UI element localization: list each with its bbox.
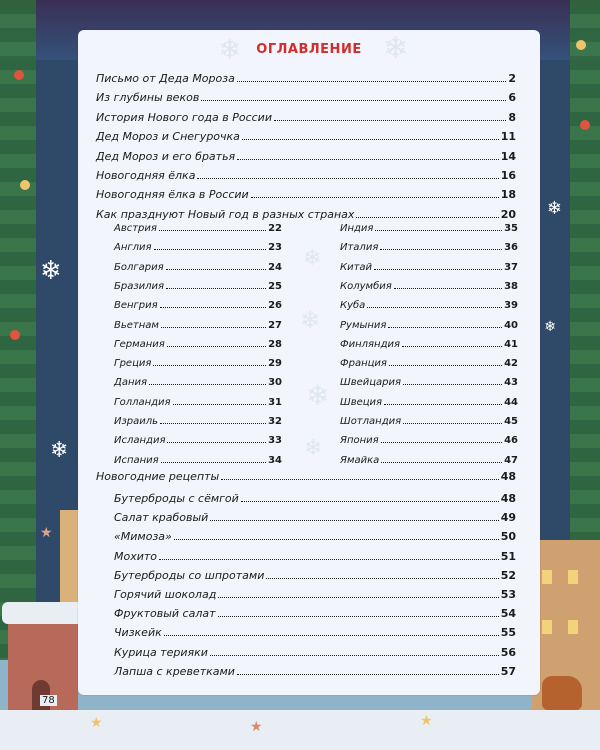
toc-entry-label: Ямайка [340,454,380,466]
toc-entry-page: 51 [500,549,516,563]
toc-country-entry[interactable] [340,455,518,466]
dot-leader [161,462,266,463]
dot-leader [251,197,499,198]
toc-entry-page: 22 [268,223,282,234]
toc-entry-label: Италия [340,242,379,254]
toc-title: ОГЛАВЛЕНИЕ [256,42,362,57]
dot-leader [218,616,499,617]
toc-entry-page: 34 [268,454,282,466]
toc-entry-label: Письмо от Деда Мороза [96,72,235,85]
toc-entry-label: Куба [340,300,366,312]
toc-entry-page: 31 [268,396,282,408]
toc-entry-page: 33 [268,435,282,447]
snowy-roof [2,602,84,624]
dot-leader [403,384,502,385]
dot-leader [149,384,266,385]
table-of-contents-sheet [78,30,540,695]
toc-recipe-entry[interactable] [114,569,516,582]
toc-entry-label: Дед Мороз и Снегурочка [96,130,240,144]
dot-leader [166,288,266,289]
toc-entry-label: Индия [340,223,374,234]
toc-entry-page: 54 [500,607,516,621]
toc-country-entry[interactable] [340,339,518,350]
toc-entry-page: 29 [268,358,282,370]
toc-entry-page: 25 [268,280,282,292]
toc-entry-label: Финляндия [340,338,401,350]
toc-entry[interactable] [96,150,516,163]
toc-country-entry[interactable] [114,339,282,350]
toc-country-entry[interactable] [340,300,518,311]
dot-leader [160,307,266,308]
toc-entry-label: Вьетнам [114,319,159,331]
toc-recipe-entry[interactable] [114,646,516,659]
horse-icon [542,676,582,710]
snowflake-icon: ❄ [546,198,562,219]
toc-country-entry[interactable] [340,320,518,331]
toc-entry-label: Курица терияки [114,645,208,659]
dot-leader [164,635,499,636]
snowflake-icon: ❄ [50,438,69,463]
house-window [542,570,552,584]
star-icon: ★ [40,525,53,541]
dot-leader [237,674,499,675]
toc-entry-label: История Нового года в России [96,110,272,124]
dot-leader [356,217,498,218]
toc-country-entry[interactable] [114,397,282,408]
star-icon: ★ [250,719,263,735]
dot-leader [242,139,499,140]
toc-country-entry[interactable] [114,223,282,234]
toc-entry-label: Чизкейк [114,626,162,640]
toc-country-entry[interactable] [114,377,282,388]
toc-country-entry[interactable] [114,242,282,253]
toc-entry-page: 8 [508,110,516,124]
toc-entry-page: 23 [268,242,282,254]
toc-entry-page: 27 [268,319,282,331]
dot-leader [201,100,506,101]
toc-entry-label: Швеция [340,396,383,408]
toc-entry-label: Салат крабовый [114,511,209,525]
toc-entry-page: 43 [504,377,518,389]
dot-leader [241,501,499,502]
dot-leader [166,269,266,270]
toc-entry[interactable] [96,130,516,143]
toc-entry-page: 24 [268,261,282,273]
toc-country-entry[interactable] [340,281,518,292]
toc-entry-label: Франция [340,358,387,370]
toc-entry-label: Колумбия [340,280,392,292]
toc-entry-label: Китай [340,261,373,273]
toc-country-entry[interactable] [340,358,518,369]
toc-entry-label: Швейцария [340,377,402,389]
dot-leader [159,559,499,560]
toc-entry-page: 39 [504,300,518,312]
snowflake-icon: ❄ [300,306,321,334]
toc-entry-label: Бразилия [114,280,165,292]
dot-leader [374,269,502,270]
toc-entry-page: 56 [500,645,516,659]
toc-entry-page: 48 [500,470,516,483]
toc-entry-label: Бутерброды со шпротами [114,568,265,582]
dot-leader [210,520,498,521]
toc-entry-page: 28 [268,338,282,350]
dot-leader [237,81,507,82]
ornament-ball [20,180,30,190]
dot-leader [159,230,266,231]
house-window [568,620,578,634]
toc-entry-page: 52 [500,568,516,582]
toc-entry-label: Дед Мороз и его братья [96,149,236,163]
dot-leader [174,539,499,540]
toc-entry-page: 2 [508,72,516,85]
toc-country-entry[interactable] [340,242,518,253]
toc-recipe-entry[interactable] [114,530,516,543]
toc-entry-label: Новогодние рецепты [96,470,220,483]
toc-country-entry[interactable] [114,281,282,292]
toc-entry-page: 44 [504,396,518,408]
toc-entry-label: Дания [114,377,147,389]
ornament-ball [10,330,20,340]
toc-entry-label: Австрия [114,223,157,234]
toc-entry-label: Греция [114,358,152,370]
toc-entry-page: 35 [504,223,518,234]
dot-leader [167,442,266,443]
toc-country-entry[interactable] [340,223,518,234]
toc-entry-label: Исландия [114,435,166,447]
toc-entry-page: 57 [500,664,516,678]
dot-leader [197,178,498,179]
toc-country-entry[interactable] [114,435,282,446]
snowflake-icon: ❄ [218,33,242,66]
snowflake-icon: ❄ [383,31,409,66]
toc-country-entry[interactable] [114,300,282,311]
dot-leader [381,442,502,443]
toc-entry-label: «Мимоза» [114,530,172,544]
toc-country-entry[interactable] [114,320,282,331]
toc-entry-label: Лапша с креветками [114,664,235,678]
dot-leader [274,120,506,121]
snowflake-icon: ❄ [304,436,323,461]
toc-entry-page: 11 [500,130,516,144]
toc-recipe-entry[interactable] [114,492,516,505]
toc-entry-label: Фруктовый салат [114,607,216,621]
toc-entry[interactable] [96,91,516,104]
toc-recipe-entry[interactable] [114,607,516,620]
toc-entry-label: Испания [114,454,159,466]
toc-entry-page: 26 [268,300,282,312]
toc-entry-label: Как празднуют Новый год в разных странах [96,207,355,221]
dot-leader [221,479,498,480]
toc-entry[interactable] [96,188,516,201]
dot-leader [266,578,498,579]
dot-leader [380,249,502,250]
toc-entry-label: Мохито [114,549,158,563]
dot-leader [394,288,502,289]
toc-country-entry[interactable] [340,262,518,273]
toc-entry-page: 55 [500,626,516,640]
ornament-ball [576,40,586,50]
ornament-ball [14,70,24,80]
toc-recipe-entry[interactable] [114,626,516,639]
toc-entry-page: 30 [268,377,282,389]
toc-entry-label: Голландия [114,396,171,408]
toc-entry-label: Англия [114,242,152,254]
toc-entry[interactable] [96,169,516,182]
toc-recipe-entry[interactable] [114,588,516,601]
toc-entry-page: 46 [504,435,518,447]
toc-recipe-entry[interactable] [114,511,516,524]
toc-entry-label: Венгрия [114,300,158,312]
toc-entry-page: 53 [500,588,516,601]
toc-entry-page: 48 [500,492,516,505]
ornament-ball [580,120,590,130]
dot-leader [153,365,266,366]
toc-entry[interactable] [96,111,516,124]
toc-entry-page: 47 [504,454,518,466]
dot-leader [173,404,267,405]
dot-leader [402,346,502,347]
toc-entry-page: 16 [500,169,516,182]
toc-entry-label: Новогодняя ёлка в России [96,188,249,202]
toc-entry-label: Германия [114,338,165,350]
toc-country-entry[interactable] [114,358,282,369]
toc-country-entry[interactable] [114,262,282,273]
house-window [542,620,552,634]
dot-leader [367,307,502,308]
toc-country-entry[interactable] [114,416,282,427]
toc-entry-page: 49 [500,511,516,525]
star-icon: ★ [420,713,433,729]
dot-leader [167,346,266,347]
toc-entry-page: 42 [504,358,518,370]
dot-leader [154,249,267,250]
toc-entry-label: Япония [340,435,379,447]
snowflake-icon: ❄ [544,319,556,335]
toc-entry-page: 41 [504,338,518,350]
toc-entry-page: 38 [504,280,518,292]
dot-leader [381,462,502,463]
toc-entry[interactable] [96,208,516,221]
dot-leader [218,597,498,598]
toc-country-entry[interactable] [340,377,518,388]
dot-leader [160,423,266,424]
toc-entry-page: 40 [504,319,518,331]
snowflake-icon: ❄ [303,246,322,271]
dot-leader [161,327,266,328]
toc-entry-page: 32 [268,416,282,427]
toc-entry-page: 36 [504,242,518,254]
toc-country-entry[interactable] [340,397,518,408]
toc-entry[interactable] [96,470,516,483]
toc-entry-label: Шотландия [340,416,402,427]
snowflake-icon: ❄ [306,379,330,412]
toc-entry-page: 45 [504,416,518,427]
toc-entry-label: Болгария [114,261,164,273]
toc-country-entry[interactable] [114,455,282,466]
page-number: 78 [42,695,55,706]
toc-entry-page: 37 [504,261,518,273]
toc-entry-label: Из глубины веков [96,91,200,105]
toc-entry-label: Израиль [114,416,159,427]
star-icon: ★ [90,715,103,731]
toc-country-entry[interactable] [340,435,518,446]
dot-leader [375,230,502,231]
toc-entry-page: 6 [508,91,516,105]
dot-leader [403,423,502,424]
toc-country-entry[interactable] [340,416,518,427]
dot-leader [237,159,499,160]
toc-entry[interactable] [96,72,516,85]
toc-entry-page: 14 [500,149,516,163]
toc-recipe-entry[interactable] [114,550,516,563]
dot-leader [210,655,499,656]
toc-entry-label: Горячий шоколад [114,588,217,601]
toc-entry-page: 50 [500,530,516,544]
toc-entry-label: Бутерброды с сёмгой [114,492,239,505]
snowflake-icon: ❄ [40,256,62,286]
toc-recipe-entry[interactable] [114,665,516,678]
house-window [568,570,578,584]
dot-leader [389,365,502,366]
toc-entry-page: 18 [500,188,516,202]
dot-leader [384,404,502,405]
toc-entry-page: 20 [500,207,516,221]
toc-entry-label: Румыния [340,319,387,331]
toc-entry-label: Новогодняя ёлка [96,169,196,182]
dot-leader [388,327,502,328]
